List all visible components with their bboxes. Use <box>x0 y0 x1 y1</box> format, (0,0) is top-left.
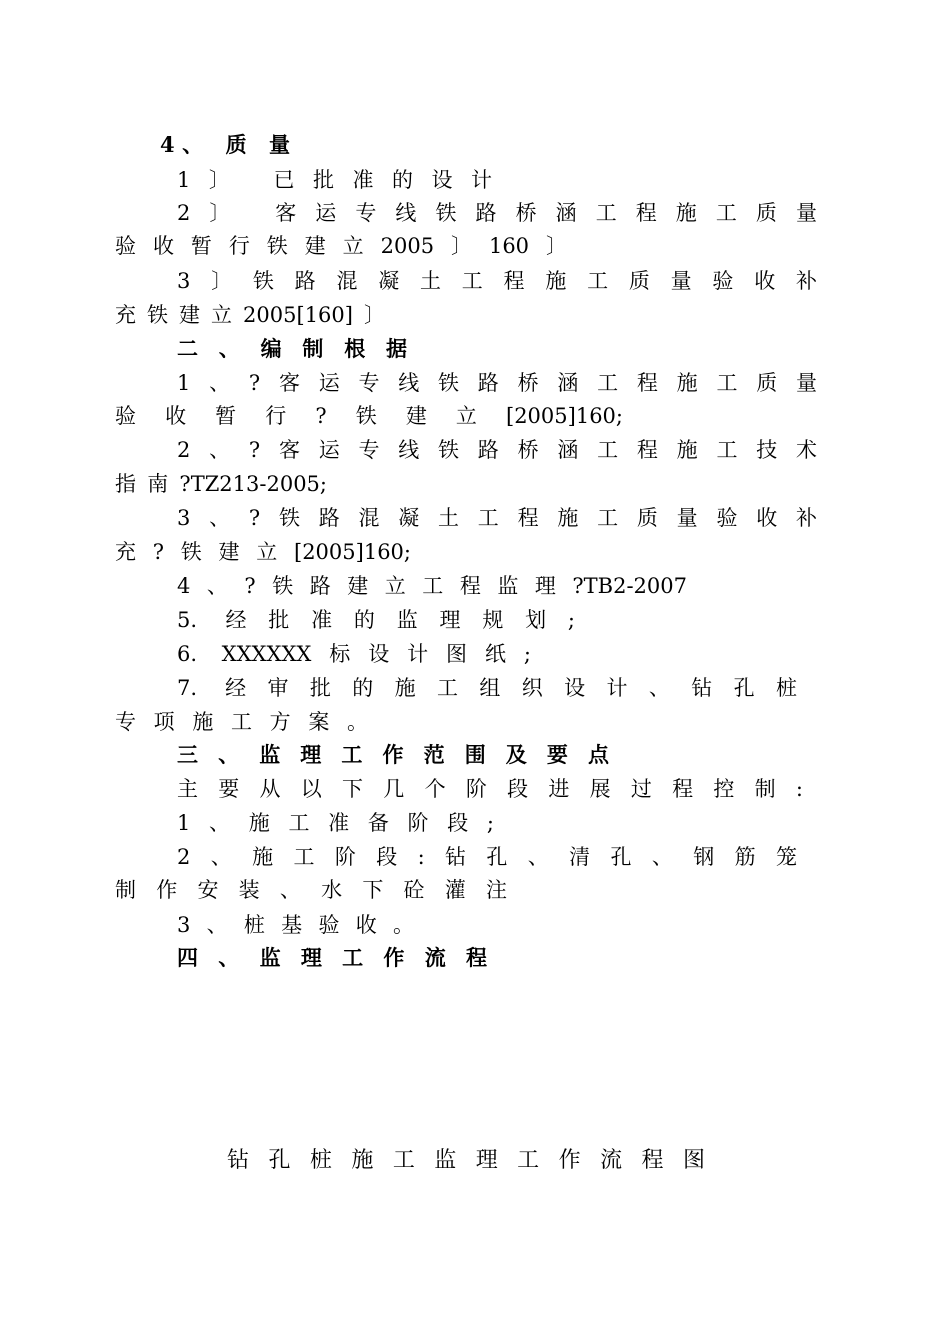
paragraph-line: 主要从以下几个阶段进展过程控制: <box>177 777 803 801</box>
paragraph-line: 专项施工方案。 <box>115 710 368 734</box>
paragraph-line: 2〕 客运专线铁路桥涵工程施工质量 <box>177 201 817 225</box>
paragraph-line: 3、?铁路混凝土工程施工质量验收补 <box>177 506 817 530</box>
paragraph-line: 充铁建立2005[160]〕 <box>115 303 385 327</box>
paragraph-line: 3、桩基验收。 <box>177 913 414 937</box>
section-workflow-heading: 四、监理工作流程 <box>177 945 487 970</box>
section-scope-heading: 三、监理工作范围及要点 <box>177 742 609 767</box>
paragraph-line: 充?铁建立[2005]160; <box>115 540 411 564</box>
section-quality-heading: 4、 质 量 <box>160 132 290 157</box>
paragraph-line: 1、施工准备阶段; <box>177 811 494 835</box>
paragraph-line: 3〕铁路混凝土工程施工质量验收补 <box>177 269 817 293</box>
paragraph-line: 2、?客运专线铁路桥涵工程施工技术 <box>177 438 817 462</box>
paragraph-line: 验收暂行?铁建立[2005]160; <box>115 404 623 428</box>
paragraph-line: 7. 经审批的施工组织设计、钻孔桩 <box>177 676 797 700</box>
section-basis-heading: 二、编制根据 <box>177 336 407 361</box>
paragraph-line: 4、?铁路建立工程监理?TB2-2007 <box>177 574 687 598</box>
paragraph-line: 6. XXXXXX标设计图纸; <box>177 642 531 666</box>
paragraph-line: 1〕 已批准的设计 <box>177 168 492 192</box>
flowchart-caption: 钻孔桩施工监理工作流程图 <box>227 1148 705 1173</box>
paragraph-line: 2、施工阶段:钻孔、清孔、钢筋笼 <box>177 845 797 869</box>
paragraph-line: 5. 经批准的监理规划; <box>177 608 575 632</box>
paragraph-line: 1、?客运专线铁路桥涵工程施工质量 <box>177 371 817 395</box>
paragraph-line: 制作安装、水下砼灌注 <box>115 878 507 902</box>
paragraph-line: 指南?TZ213-2005; <box>115 472 327 496</box>
paragraph-line: 验收暂行铁建立2005〕160〕 <box>115 234 567 258</box>
